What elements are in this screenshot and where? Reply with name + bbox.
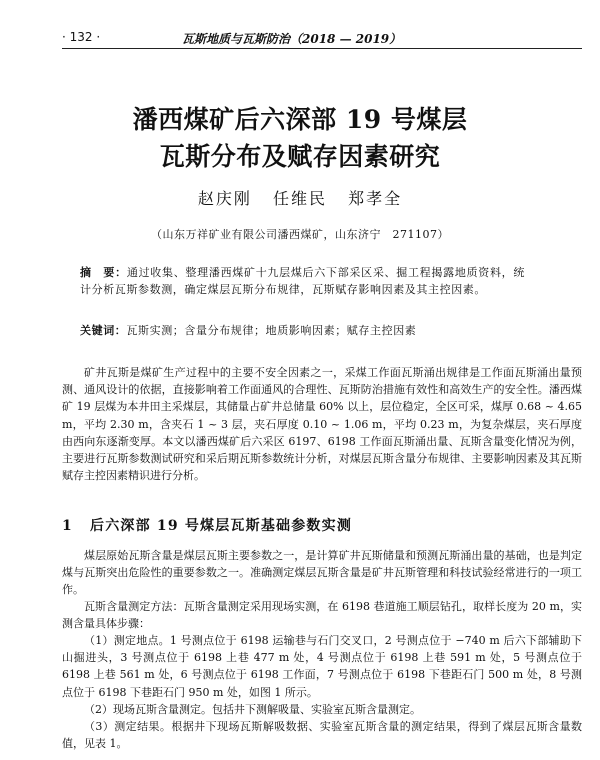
paragraph-step-1: （1）测定地点。1 号测点位于 6198 运输巷与石门交叉口，2 号测点位于 −740 m 后六下部辅助下山掘进头，3 号测点位于 6198 上巷 477 m 处，4 号测点位于 6198 上巷 591 m 处，5 号测点位于 6198 上巷 561 m 处，6 号测点位于 6198 工作面，7 号测点位于 6198 下巷距石门 500 m 处，8 号测点位于 6198 下巷距石门 950 m 处，如图 1 所示。 bbox=[62, 634, 582, 699]
paragraph-method: 瓦斯含量测定方法：瓦斯含量测定采用现场实测，在 6198 巷道施工顺层钻孔，取样长度为 20 m，实测含量具体步骤： bbox=[62, 600, 582, 631]
abstract-text: 通过收集、整理潘西煤矿十九层煤后六下部采区采、掘工程揭露地质资料，统计分析瓦斯参数测，确定煤层瓦斯分布规律，瓦斯赋存影响因素及其主控因素。 bbox=[80, 266, 525, 296]
section-number: 1 bbox=[62, 518, 73, 534]
paragraph-step-2: （2）现场瓦斯含量测定。包括井下测解吸量、实验室瓦斯含量测定。 bbox=[84, 703, 421, 716]
keywords bbox=[80, 322, 525, 339]
paragraph-step-3: （3）测定结果。根据井下现场瓦斯解吸数据、实验室瓦斯含量的测定结果，得到了煤层瓦斯含量数值，见表 1。 bbox=[62, 720, 582, 751]
abstract-label: 摘 要： bbox=[80, 266, 127, 279]
header-rule bbox=[62, 48, 582, 49]
journal-title: 瓦斯地质与瓦斯防治（2018 — 2019） bbox=[182, 32, 402, 46]
intro-paragraph: 矿井瓦斯是煤矿生产过程中的主要不安全因素之一，采煤工作面瓦斯涌出规律是工作面瓦斯涌出量预测、通风设计的依据，直接影响着工作面通风的合理性、瓦斯防治措施有效性和高效生产的安全性。潘西煤矿 19 层煤为本井田主采煤层，其储量占矿井总储量 60% 以上，层位稳定，全区可采，煤厚 0.68 ~ 4.65 m，平均 2.30 m，含夹石 1 ~ 3 层，夹石厚度 0.10 ~ 1.06 m，平均 0.23 m，为复杂煤层，夹石厚度由西向东逐渐变厚。本文以潘西煤矿后六采区 6197、6198 工作面瓦斯涌出量、瓦斯含量变化情况为例，主要进行瓦斯参数测试研究和采后期瓦斯参数统计分析，对煤层瓦斯含量分布规律、主要影响因素及其瓦斯赋存主控因素精识进行分析。 bbox=[62, 366, 582, 483]
author-list: 赵庆刚 任维民 郑孝全 bbox=[197, 189, 403, 208]
keywords-label: 关键词： bbox=[80, 324, 127, 337]
section-title: 后六深部 19 号煤层瓦斯基础参数实测 bbox=[90, 518, 353, 534]
article-title-line2: 瓦斯分布及赋存因素研究 bbox=[159, 142, 441, 171]
keywords-text: 瓦斯实测；含量分布规律；地质影响因素；赋存主控因素 bbox=[126, 324, 417, 337]
page-number: · 132 · bbox=[62, 30, 101, 44]
section-heading bbox=[62, 515, 582, 535]
affiliation: （山东万祥矿业有限公司潘西煤矿，山东济宁 271107） bbox=[151, 228, 449, 241]
paragraph-gas-content: 煤层原始瓦斯含量是煤层瓦斯主要参数之一，是计算矿井瓦斯储量和预测瓦斯涌出量的基础，也是判定煤与瓦斯突出危险性的重要参数之一。准确测定煤层瓦斯含量是矿井瓦斯管理和科技试验经常进行的一项工作。 bbox=[62, 549, 582, 597]
abstract bbox=[80, 264, 525, 298]
article-title-line1: 潘西煤矿后六深部 19 号煤层 bbox=[132, 105, 468, 134]
running-head bbox=[62, 30, 582, 50]
